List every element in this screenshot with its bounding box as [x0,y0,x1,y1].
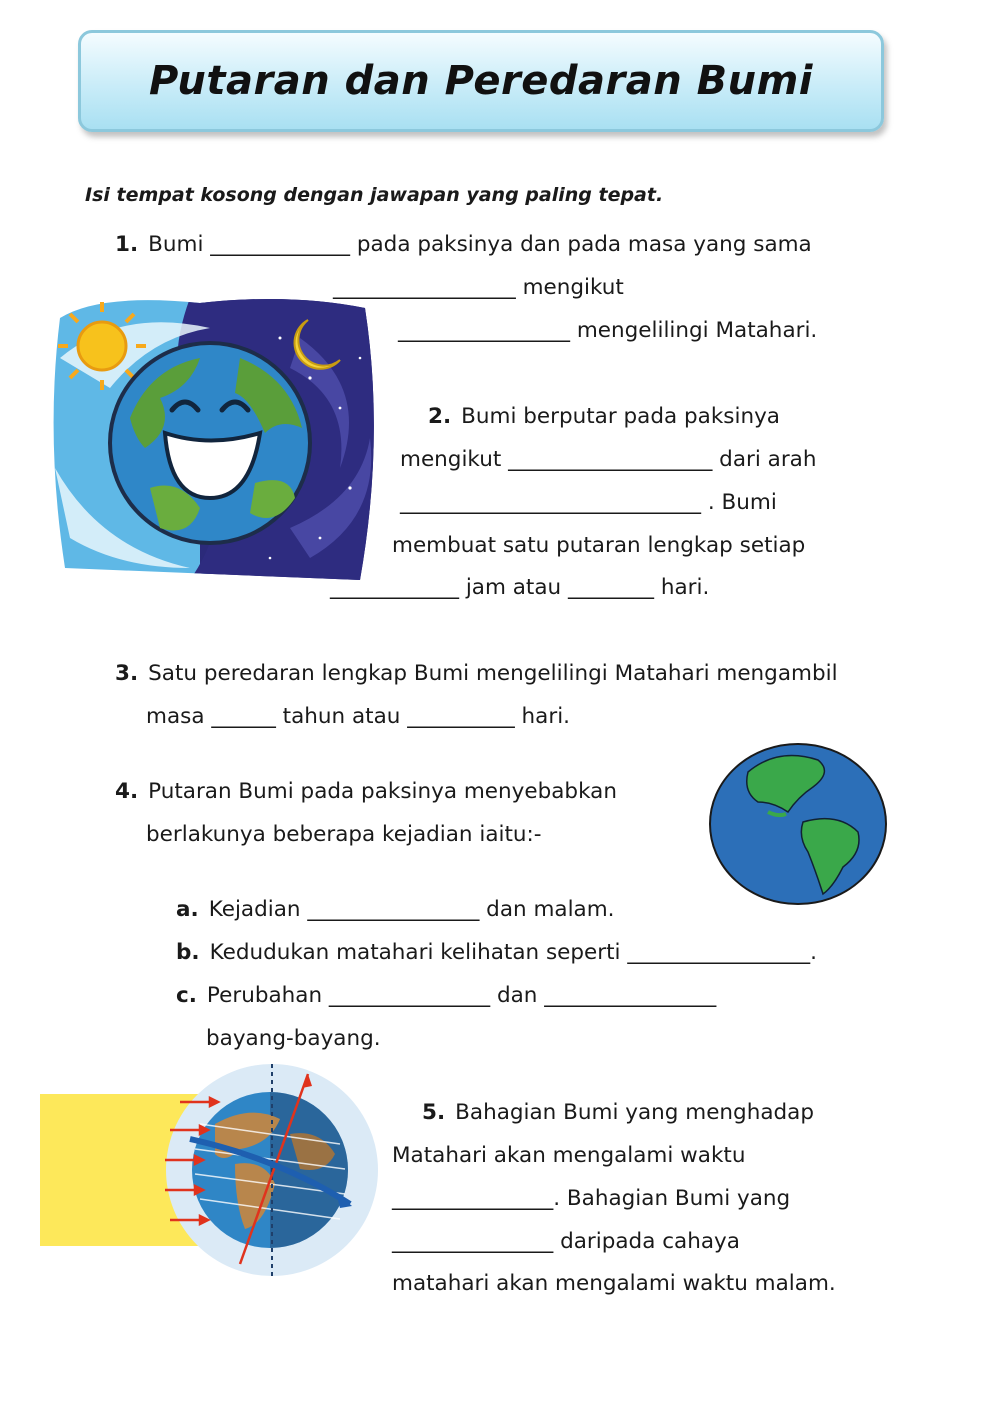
page-title: Putaran dan Peredaran Bumi [149,58,813,104]
q5-line3: _______________. Bahagian Bumi yang [392,1186,791,1211]
globe-americas-illustration [708,742,892,906]
q4-item-a [176,899,615,921]
q5-line5: matahari akan mengalami waktu malam. [392,1271,836,1296]
earth-sunlight-illustration [40,1064,380,1279]
q4-a-label: a. [176,897,199,922]
q4-line1 [115,781,617,803]
q5-number: 5. [422,1100,446,1125]
q4-item-c-cont: bayang-bayang. [206,1026,381,1051]
instruction: Isi tempat kosong dengan jawapan yang paling tepat. [85,184,664,206]
q4-item-b [176,942,817,964]
earth-globe-icon [110,343,310,543]
q4-c-text: Perubahan _______________ dan ________________ [206,983,717,1008]
q2-line5: ____________ jam atau ________ hari. [330,575,710,600]
q4-c-label: c. [176,983,197,1008]
q4-item-c [176,985,716,1007]
q5-line4: _______________ daripada cahaya [392,1229,740,1254]
q3-number: 3. [115,661,139,686]
q2-text-1: Bumi berputar pada paksinya [461,404,780,429]
q1-line3: ________________ mengelilingi Matahari. [398,318,818,343]
q5-text-1: Bahagian Bumi yang menghadap [455,1100,814,1125]
q4-a-text: Kejadian ________________ dan malam. [208,897,615,922]
q2-number: 2. [428,404,452,429]
q2-line2: mengikut ___________________ dari arah [400,447,817,472]
q1-line1 [115,234,812,256]
q2-line3: ____________________________ . Bumi [400,490,777,515]
q4-b-text: Kedudukan matahari kelihatan seperti _________________. [209,940,817,965]
q4-text-1: Putaran Bumi pada paksinya menyebabkan [148,779,617,804]
q3-text-1: Satu peredaran lengkap Bumi mengelilingi Matahari mengambil [148,661,838,686]
q4-line2: berlakunya beberapa kejadian iaitu:- [146,822,542,847]
q1-line2: _________________ mengikut [333,275,624,300]
q2-line1 [428,406,780,428]
q3-line1 [115,663,838,685]
q1-text-1: Bumi _____________ pada paksinya dan pada masa yang sama [148,232,812,257]
q2-line4: membuat satu putaran lengkap setiap [392,533,806,558]
q4-b-label: b. [176,940,200,965]
q4-number: 4. [115,779,139,804]
q3-line2: masa ______ tahun atau __________ hari. [146,704,571,729]
q5-line2: Matahari akan mengalami waktu [392,1143,746,1168]
title-banner [78,30,884,132]
q1-number: 1. [115,232,139,257]
q5-line1 [422,1102,814,1124]
smiling-earth-illustration [40,298,380,580]
